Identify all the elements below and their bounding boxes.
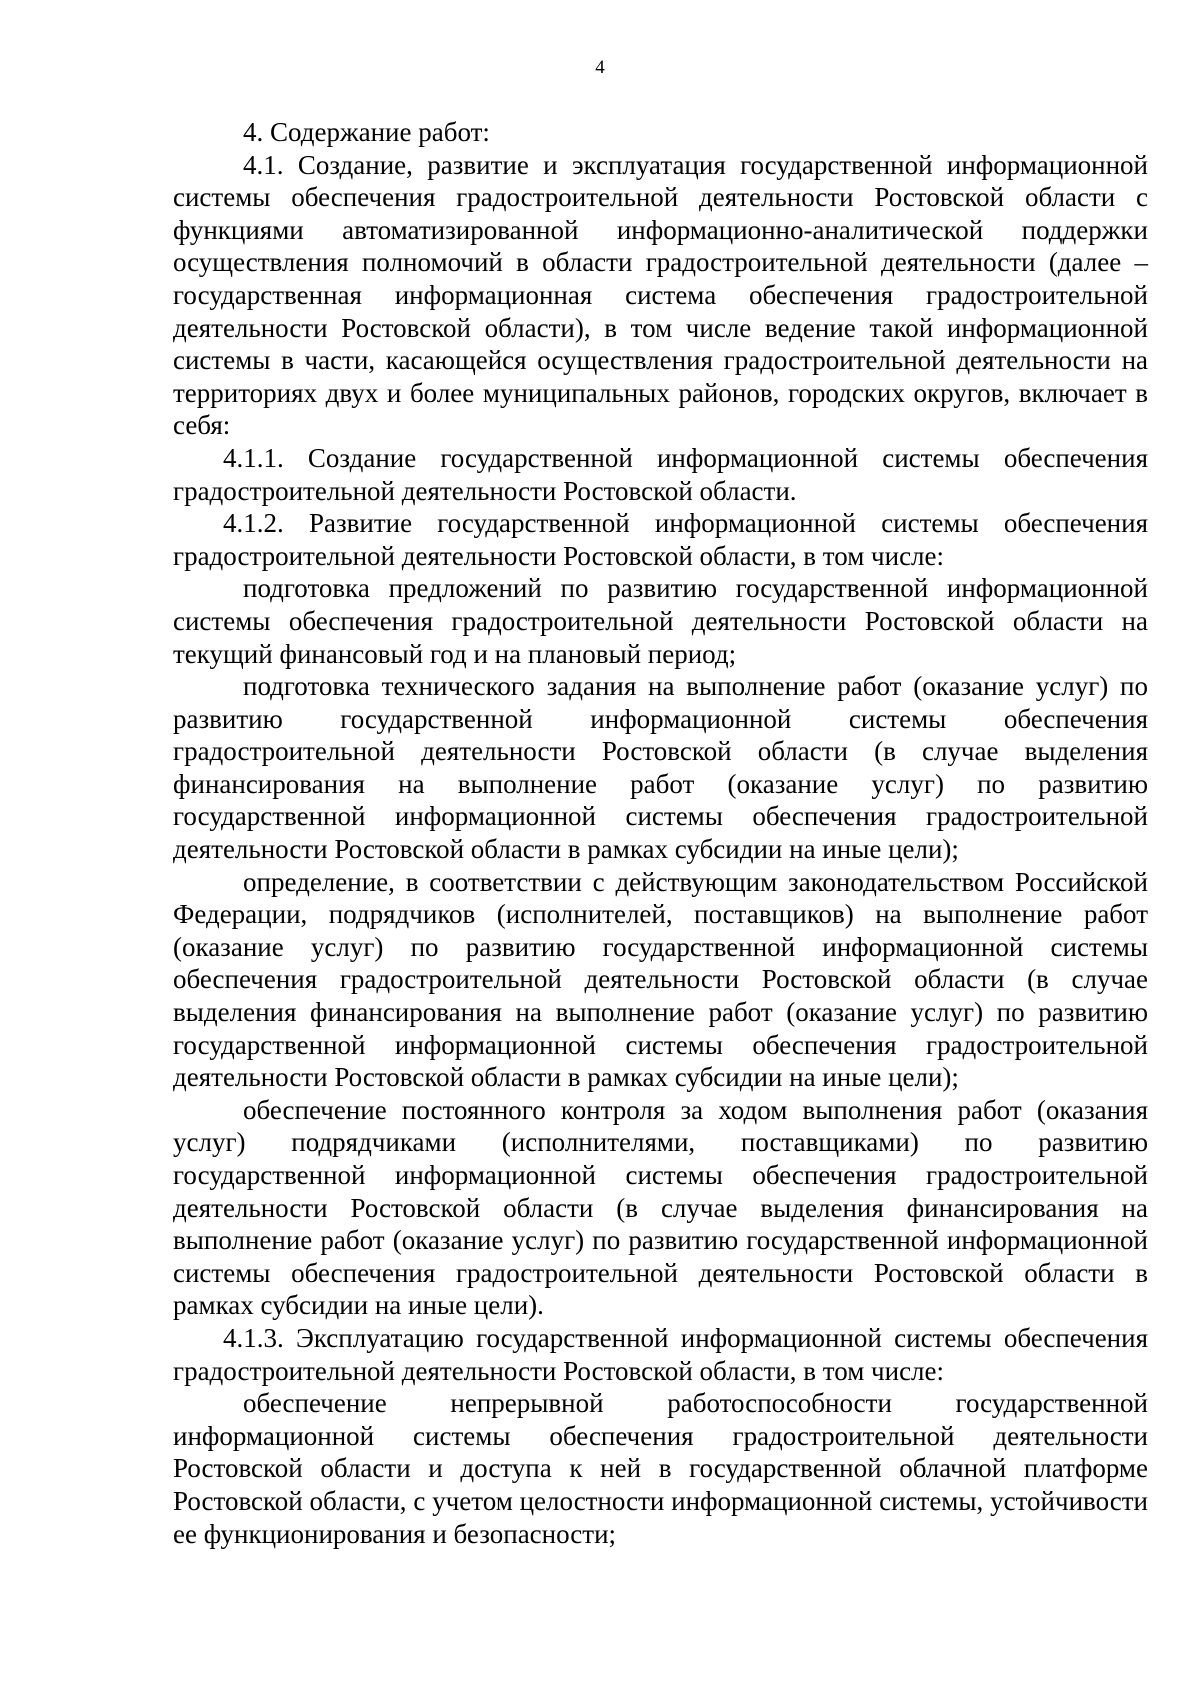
paragraph-4-1-1: 4.1.1. Создание государственной информационной системы обеспечения градостроительной деятельности Ростовской области. bbox=[173, 442, 1148, 506]
list-item-proposals: подготовка предложений по развитию государственной информационной системы обеспечения градостроительной деятельности Ростовской области на текущий финансовый год и на плановый период; bbox=[173, 573, 1148, 669]
list-item-control: обеспечение постоянного контроля за ходом выполнения работ (оказания услуг) подрядчиками (исполнителями, поставщиками) по развитию государственной информационной системы обеспечения градостроительной деятельности Ростовской области (в случае выделения финансирования на выполнение работ (оказание услуг) по развитию государственной информационной системы обеспечения градостроительной деятельности Ростовской области в рамках субсидии на иные цели). bbox=[173, 1094, 1148, 1321]
paragraph-4-1: 4.1. Создание, развитие и эксплуатация государственной информационной системы обеспечения градостроительной деятельности Ростовской области с функциями автоматизированной информационно-аналитической поддержки осуществления полномочий в области градостроительной деятельности (далее – государственная информационная система обеспечения градостроительной деятельности Ростовской области), в том числе ведение такой информационной системы в части, касающейся осуществления градостроительной деятельности на территориях двух и более муниципальных районов, городских округов, включает в себя: bbox=[173, 149, 1148, 441]
document-body bbox=[173, 116, 1148, 1550]
list-item-technical-task: подготовка технического задания на выполнение работ (оказание услуг) по развитию государственной информационной системы обеспечения градостроительной деятельности Ростовской области (в случае выделения финансирования на выполнение работ (оказание услуг) по развитию государственной информационной системы обеспечения градостроительной деятельности Ростовской области в рамках субсидии на иные цели); bbox=[173, 671, 1148, 865]
paragraph-4-1-3: 4.1.3. Эксплуатацию государственной информационной системы обеспечения градостроительной деятельности Ростовской области, в том числе: bbox=[173, 1322, 1148, 1386]
list-item-operability: обеспечение непрерывной работоспособности государственной информационной системы обеспечения градостроительной деятельности Ростовской области и доступа к ней в государственной облачной платформе Ростовской области, с учетом целостности информационной системы, устойчивости ее функционирования и безопасности; bbox=[173, 1388, 1148, 1549]
page-number: 4 bbox=[595, 57, 605, 78]
paragraph-4-1-2: 4.1.2. Развитие государственной информационной системы обеспечения градостроительной деятельности Ростовской области, в том числе: bbox=[173, 508, 1148, 571]
list-item-contractors: определение, в соответствии с действующим законодательством Российской Федерации, подрядчиков (исполнителей, поставщиков) на выполнение работ (оказание услуг) по развитию государственной информационной системы обеспечения градостроительной деятельности Ростовской области (в случае выделения финансирования на выполнение работ (оказание услуг) по развитию государственной информационной системы обеспечения градостроительной деятельности Ростовской области в рамках субсидии на иные цели); bbox=[173, 866, 1148, 1093]
section-heading: 4. Содержание работ: bbox=[243, 117, 490, 147]
